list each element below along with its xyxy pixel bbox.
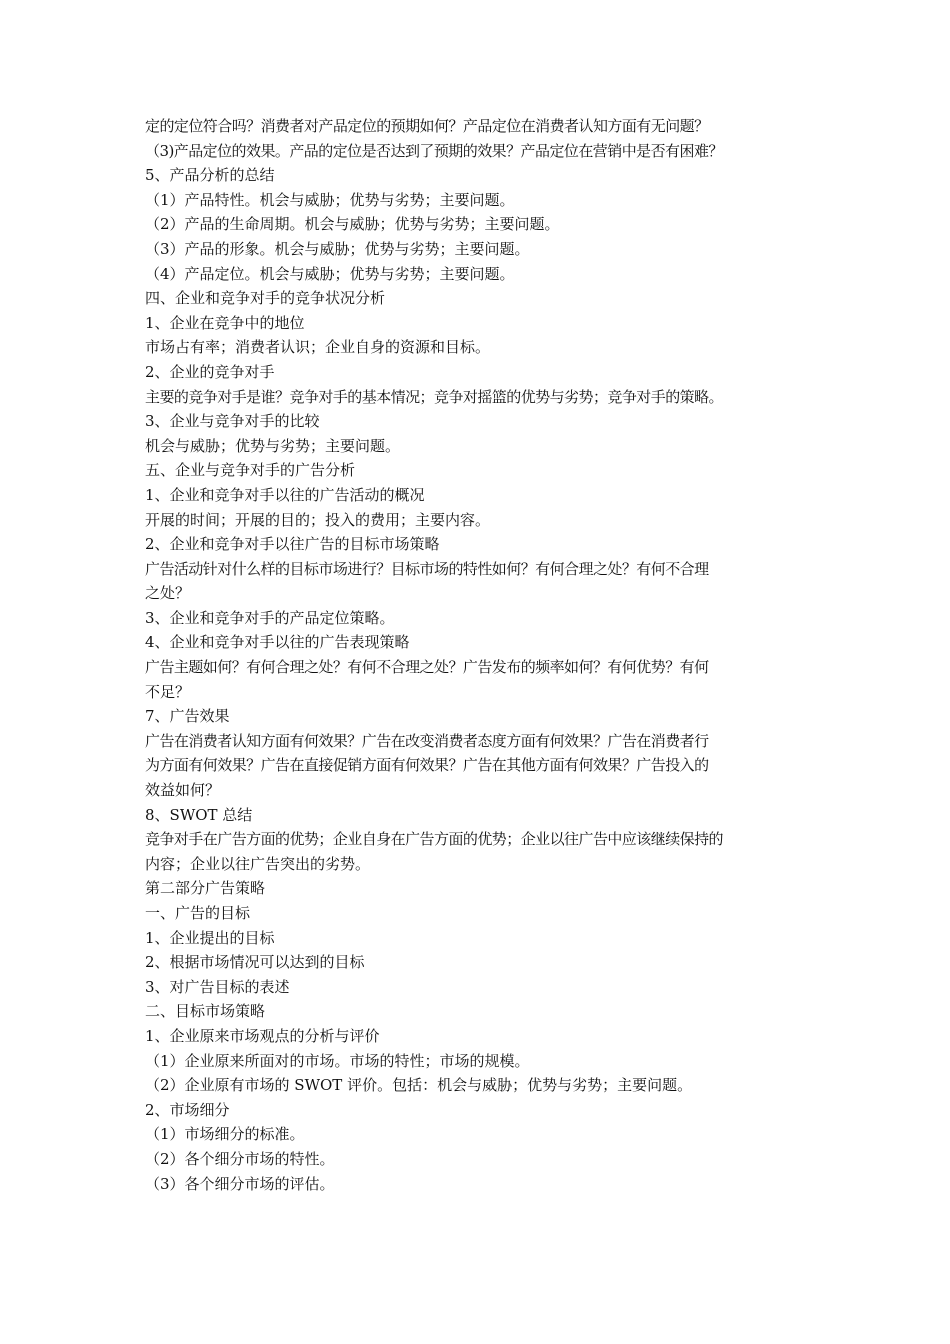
text-line: （2）产品的生命周期。机会与威胁；优势与劣势；主要问题。 bbox=[145, 215, 560, 234]
text-line: 机会与威胁；优势与劣势；主要问题。 bbox=[145, 436, 401, 455]
section-heading: 3、企业与竞争对手的比较 bbox=[145, 412, 320, 431]
section-heading: 3、对广告目标的表述 bbox=[145, 977, 290, 996]
text-line: （4）产品定位。机会与威胁；优势与劣势；主要问题。 bbox=[145, 264, 515, 283]
text-line: 效益如何？ bbox=[145, 781, 221, 800]
document-page bbox=[145, 114, 810, 1196]
text-line: （3）各个细分市场的评估。 bbox=[145, 1174, 335, 1193]
text-line: （1）产品特性。机会与威胁；优势与劣势；主要问题。 bbox=[145, 190, 515, 209]
section-heading: 1、企业提出的目标 bbox=[145, 928, 275, 947]
section-heading: 2、企业的竞争对手 bbox=[145, 362, 275, 381]
text-line: 广告在消费者认知方面有何效果？广告在改变消费者态度方面有何效果？广告在消费者行 bbox=[145, 731, 709, 750]
section-heading: 二、目标市场策略 bbox=[145, 1002, 266, 1021]
part-heading: 第二部分广告策略 bbox=[145, 879, 266, 898]
section-heading: 8、SWOT 总结 bbox=[145, 805, 253, 824]
section-heading: 4、企业和竞争对手以往的广告表现策略 bbox=[145, 633, 410, 652]
text-line: （1）市场细分的标准。 bbox=[145, 1125, 305, 1144]
text-line: 市场占有率；消费者认识；企业自身的资源和目标。 bbox=[145, 338, 491, 357]
text-line: 广告活动针对什么样的目标市场进行？目标市场的特性如何？有何合理之处？有何不合理 bbox=[145, 559, 709, 578]
text-line: （1）企业原来所面对的市场。市场的特性；市场的规模。 bbox=[145, 1051, 530, 1070]
text-line: 之处？ bbox=[145, 584, 191, 603]
text-line: （3）产品的形象。机会与威胁；优势与劣势；主要问题。 bbox=[145, 239, 530, 258]
text-line: 主要的竞争对手是谁？竞争对手的基本情况；竞争对摇篮的优势与劣势；竞争对手的策略。 bbox=[145, 387, 724, 406]
text-line: 竞争对手在广告方面的优势；企业自身在广告方面的优势；企业以往广告中应该继续保持的 bbox=[145, 830, 724, 849]
section-heading: 7、广告效果 bbox=[145, 707, 230, 726]
section-heading: 四、企业和竞争对手的竞争状况分析 bbox=[145, 289, 386, 308]
section-heading: 五、企业与竞争对手的广告分析 bbox=[145, 461, 356, 480]
section-heading: 2、根据市场情况可以达到的目标 bbox=[145, 953, 365, 972]
text-line: 广告主题如何？有何合理之处？有何不合理之处？广告发布的频率如何？有何优势？有何 bbox=[145, 658, 709, 677]
text-line: 为方面有何效果？广告在直接促销方面有何效果？广告在其他方面有何效果？广告投入的 bbox=[145, 756, 709, 775]
section-heading: 一、广告的目标 bbox=[145, 904, 251, 922]
section-heading: 2、市场细分 bbox=[145, 1100, 230, 1119]
section-heading: 2、企业和竞争对手以往广告的目标市场策略 bbox=[145, 535, 440, 554]
text-line: 内容；企业以往广告突出的劣势。 bbox=[145, 854, 371, 873]
text-line: （2）企业原有市场的 SWOT 评价。包括：机会与威胁；优势与劣势；主要问题。 bbox=[145, 1076, 693, 1095]
text-line: 开展的时间；开展的目的；投入的费用；主要内容。 bbox=[145, 510, 491, 529]
text-line: （3)产品定位的效果。产品的定位是否达到了预期的效果？产品定位在营销中是否有困难？ bbox=[145, 141, 723, 160]
section-heading: 1、企业和竞争对手以往的广告活动的概况 bbox=[145, 485, 425, 504]
text-line: 定的定位符合吗？消费者对产品定位的预期如何？产品定位在消费者认知方面有无问题？ bbox=[145, 117, 709, 135]
section-heading: 1、企业在竞争中的地位 bbox=[145, 313, 305, 332]
section-heading: 5、产品分析的总结 bbox=[145, 166, 275, 185]
text-line: （2）各个细分市场的特性。 bbox=[145, 1149, 335, 1168]
section-heading: 1、企业原来市场观点的分析与评价 bbox=[145, 1026, 380, 1045]
section-heading: 3、企业和竞争对手的产品定位策略。 bbox=[145, 608, 395, 627]
text-line: 不足？ bbox=[145, 682, 191, 701]
